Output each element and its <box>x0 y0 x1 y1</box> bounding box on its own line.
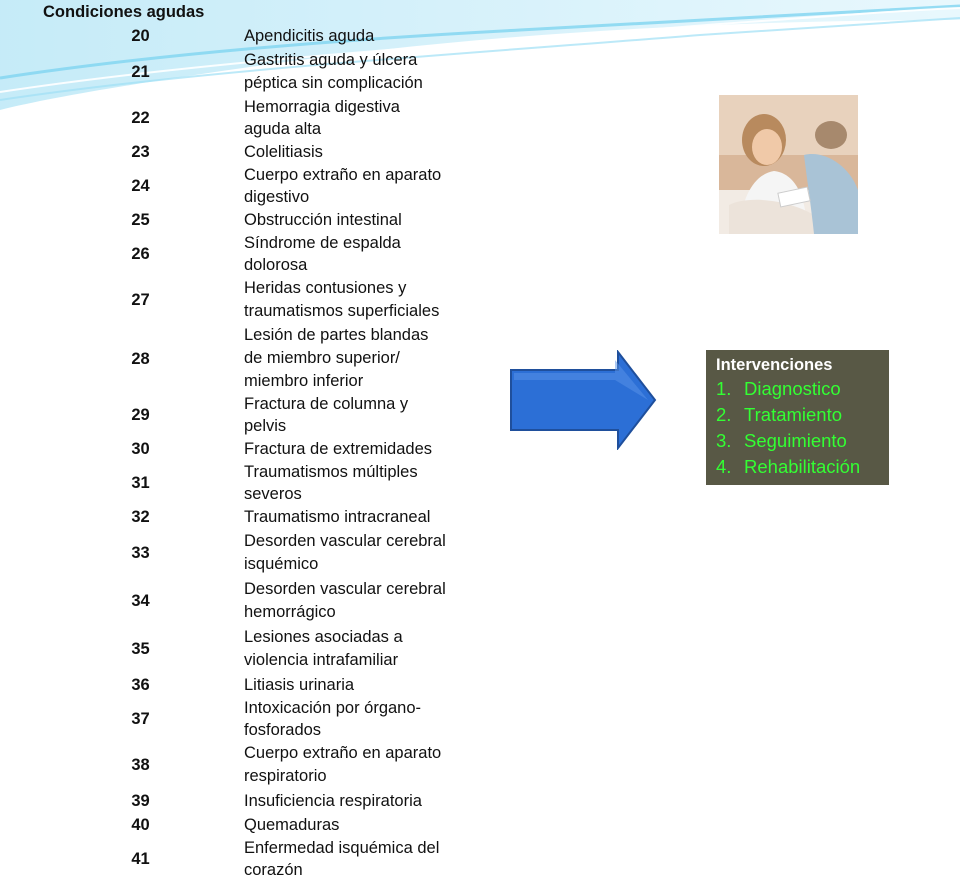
table-row <box>38 741 448 789</box>
row-number: 31 <box>131 474 150 492</box>
intervention-item <box>716 376 889 402</box>
row-number: 21 <box>131 63 150 81</box>
row-condition: Síndrome de espalda dolorosa <box>244 234 401 274</box>
table-header: Condiciones agudas <box>43 3 205 21</box>
interventions-title: Intervenciones <box>716 356 833 374</box>
row-condition: Insuficiencia respiratoria <box>244 792 422 810</box>
row-number: 41 <box>131 850 150 868</box>
row-number: 32 <box>131 508 150 526</box>
row-condition: Traumatismo intracraneal <box>244 508 431 526</box>
table-row <box>38 437 448 461</box>
table-row <box>38 48 448 96</box>
table-header-row <box>38 0 448 24</box>
row-number: 37 <box>131 710 150 728</box>
interventions-box <box>706 350 889 485</box>
row-number: 39 <box>131 792 150 810</box>
row-number: 27 <box>131 291 150 309</box>
table-row <box>38 577 448 625</box>
row-number: 35 <box>131 640 150 658</box>
interventions-list <box>716 376 889 480</box>
row-number: 22 <box>131 109 150 127</box>
intervention-item <box>716 402 889 428</box>
table-row <box>38 813 448 837</box>
row-condition: Litiasis urinaria <box>244 676 355 694</box>
row-number: 28 <box>131 349 150 368</box>
row-number: 25 <box>131 211 150 229</box>
intervention-label: Diagnostico <box>744 378 841 399</box>
intervention-item <box>716 454 889 480</box>
table-row <box>38 461 448 505</box>
row-condition: Gastritis aguda y úlcera péptica sin complicación <box>244 51 423 92</box>
table-row <box>38 789 448 813</box>
table-row <box>38 324 448 393</box>
intervention-item <box>716 428 889 454</box>
row-condition: Colelitiasis <box>244 143 323 161</box>
row-number: 23 <box>131 143 150 161</box>
row-number: 29 <box>131 406 150 424</box>
row-condition: Heridas contusiones y traumatismos superficiales <box>244 279 440 320</box>
intervention-number: 1. <box>716 378 732 399</box>
table-row <box>38 140 448 164</box>
table-row <box>38 24 448 48</box>
row-condition: Lesión de partes blandas de miembro superior/ miembro inferior <box>244 326 429 390</box>
row-number: 20 <box>131 27 150 45</box>
row-number: 38 <box>131 756 150 774</box>
nurse-patient-photo <box>719 95 858 234</box>
intervention-label: Rehabilitación <box>744 456 861 477</box>
intervention-label: Seguimiento <box>744 430 847 451</box>
row-condition: Fractura de columna y pelvis <box>244 395 409 435</box>
table-row <box>38 625 448 673</box>
table-row <box>38 276 448 324</box>
row-condition: Lesiones asociadas a violencia intrafamiliar <box>244 628 403 669</box>
row-number: 34 <box>131 592 150 610</box>
row-condition: Quemaduras <box>244 816 340 834</box>
row-condition: Desorden vascular cerebral isquémico <box>244 532 446 573</box>
table-row <box>38 697 448 741</box>
row-condition: Enfermedad isquémica del corazón <box>244 839 440 879</box>
row-condition: Obstrucción intestinal <box>244 211 402 229</box>
row-number: 30 <box>131 440 150 458</box>
row-condition: Hemorragia digestiva aguda alta <box>244 98 400 138</box>
row-condition: Cuerpo extraño en aparato digestivo <box>244 166 442 206</box>
row-number: 33 <box>131 544 150 562</box>
row-condition: Traumatismos múltiples severos <box>244 463 418 503</box>
table-row <box>38 232 448 276</box>
table-row <box>38 505 448 529</box>
row-condition: Intoxicación por órgano-fosforados <box>244 699 422 739</box>
intervention-number: 4. <box>716 456 732 477</box>
table-row <box>38 673 448 697</box>
row-condition: Fractura de extremidades <box>244 440 433 458</box>
table-row <box>38 837 448 881</box>
table-row <box>38 208 448 232</box>
intervention-label: Tratamiento <box>744 404 843 425</box>
table-row <box>38 164 448 208</box>
row-number: 26 <box>131 245 150 263</box>
table-row <box>38 96 448 140</box>
conditions-table <box>38 0 448 881</box>
row-condition: Cuerpo extraño en aparato respiratorio <box>244 744 442 785</box>
row-number: 40 <box>131 816 150 834</box>
row-number: 36 <box>131 676 150 694</box>
row-condition: Desorden vascular cerebral hemorrágico <box>244 580 446 621</box>
row-condition: Apendicitis aguda <box>244 27 375 45</box>
intervention-number: 3. <box>716 430 732 451</box>
right-arrow-icon <box>508 350 658 450</box>
intervention-number: 2. <box>716 404 732 425</box>
table-row <box>38 393 448 437</box>
row-number: 24 <box>131 177 150 195</box>
table-row <box>38 529 448 577</box>
